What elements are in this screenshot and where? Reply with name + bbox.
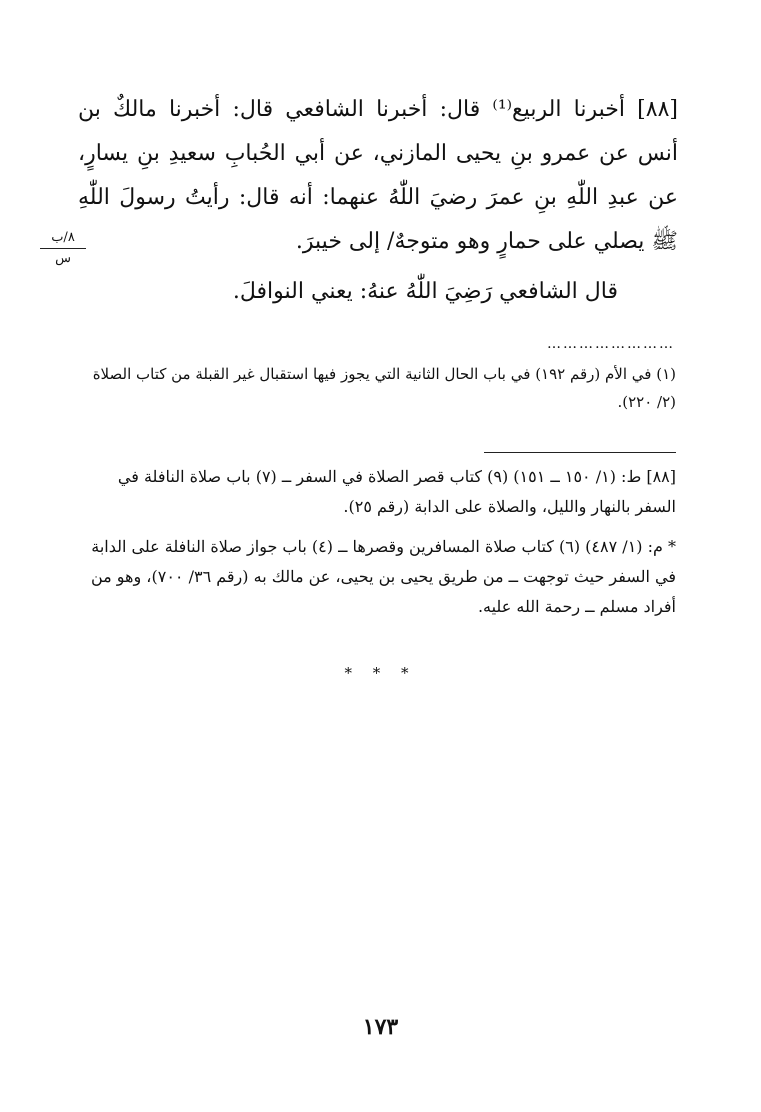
section-end-stars: * * * [344, 664, 417, 682]
page-number: ١٧٣ [362, 1014, 399, 1040]
manuscript-margin-note [40, 230, 86, 267]
reference-muwatta: [٨٨] ط: (١/ ١٥٠ ــ ١٥١) (٩) كتاب قصر الصلاة في السفر ــ (٧) باب صلاة النافلة في السفر بالنهار والليل، والصلاة على الدابة (رقم ٢٥). [117, 467, 676, 516]
margin-note-folio: ٨/ب [51, 230, 75, 245]
reference-muslim: * م: (١/ ٤٨٧) (٦) كتاب صلاة المسافرين وقصرها ــ (٤) باب جواز صلاة النافلة على الدابة في السفر حيث توجهت ــ من طريق يحيى بن يحيى، عن مالك به (رقم ٣٦/ ٧٠٠)، وهو من أفراد مسلم ــ رحمة الله عليه. [90, 537, 676, 616]
shafii-comment: قال الشافعي رَضِيَ اللّٰهُ عنهُ: يعني النوافلَ. [232, 279, 618, 304]
footnote [84, 360, 676, 416]
margin-note-divider [40, 248, 86, 249]
references-divider [484, 452, 676, 453]
footnote-separator-dots: …………………… [547, 336, 675, 352]
main-text [78, 88, 678, 314]
references-section [84, 462, 676, 632]
hadith-paragraph: [٨٨] أخبرنا الربيع⁽¹⁾ قال: أخبرنا الشافعي قال: أخبرنا مالكٌ بن أنس عن عمرو بنِ يحيى المازني، عن أبي الحُبابِ سعيدِ بنِ يسارٍ، عن عبدِ اللّٰهِ بنِ عمرَ رضيَ اللّٰهُ عنهما: أنه قال: رأيتُ رسولَ اللّٰهِ ﷺ يصلي على حمارٍ وهو متوجهٌ/ إلى خيبرَ. [78, 97, 678, 254]
margin-note-siglum: س [55, 251, 71, 266]
footnote-text: (١) في الأم (رقم ١٩٢) في باب الحال الثانية التي يجوز فيها استقبال غير القبلة من كتاب الصلاة (٢/ ٢٢٠). [92, 365, 676, 411]
